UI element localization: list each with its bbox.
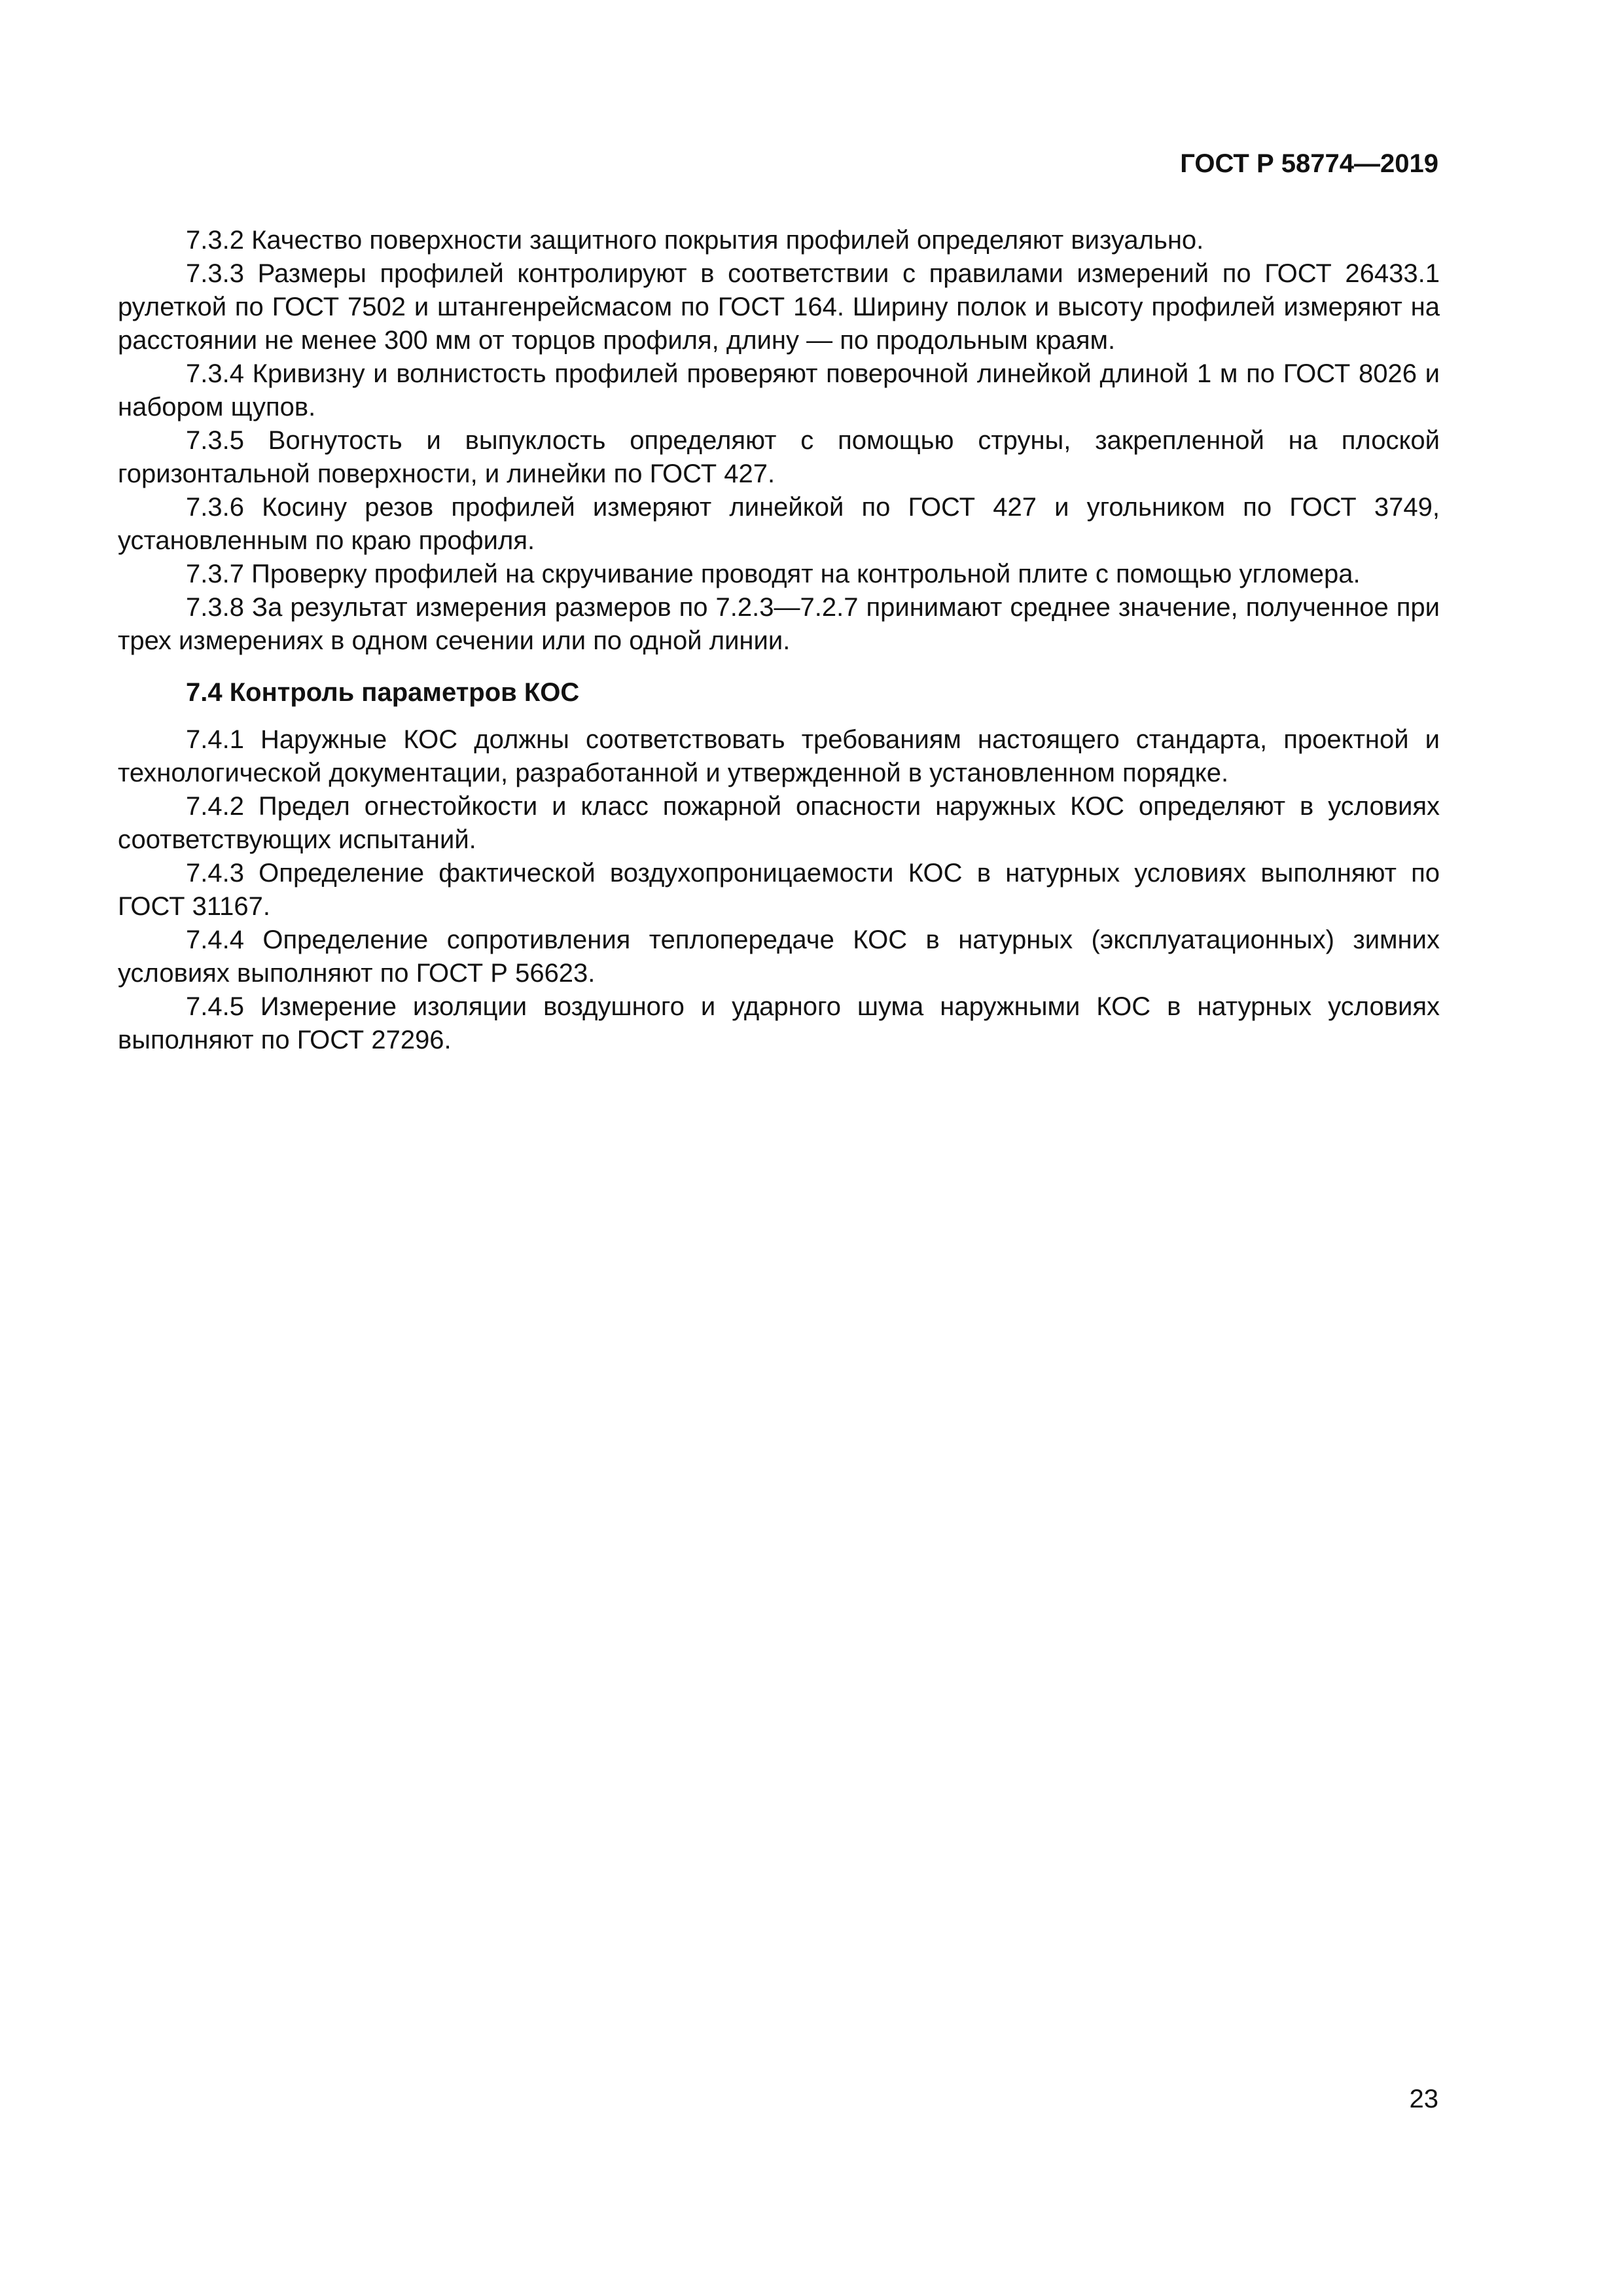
paragraph-7-3-4: 7.3.4 Кривизну и волнистость профилей проверяют поверочной линейкой длиной 1 м по ГОСТ 8026 и набором щупов. bbox=[118, 359, 1440, 422]
paragraph-7-3-7: 7.3.7 Проверку профилей на скручивание проводят на контрольной плите с помощью угломера. bbox=[186, 560, 1361, 588]
paragraph-7-4-1: 7.4.1 Наружные КОС должны соответствовать требованиям настоящего стандарта, проектной и технологической документации, разработанной и утвержденной в установленном порядке. bbox=[118, 725, 1440, 787]
paragraph-7-3-6: 7.3.6 Косину резов профилей измеряют линейкой по ГОСТ 427 и угольником по ГОСТ 3749, установленным по краю профиля. bbox=[118, 493, 1440, 555]
section-heading-7-4: 7.4 Контроль параметров КОС bbox=[186, 678, 580, 707]
paragraph-7-4-3: 7.4.3 Определение фактической воздухопроницаемости КОС в натурных условиях выполняют по ГОСТ 31167. bbox=[118, 859, 1440, 921]
paragraph-7-4-4: 7.4.4 Определение сопротивления теплопередаче КОС в натурных (эксплуатационных) зимних условиях выполняют по ГОСТ Р 56623. bbox=[118, 925, 1440, 988]
document-code-header: ГОСТ Р 58774—2019 bbox=[1180, 149, 1438, 178]
paragraph-7-4-2: 7.4.2 Предел огнестойкости и класс пожарной опасности наружных КОС определяют в условиях соответствующих испытаний. bbox=[118, 792, 1440, 854]
paragraph-7-4-5: 7.4.5 Измерение изоляции воздушного и ударного шума наружными КОС в натурных условиях выполняют по ГОСТ 27296. bbox=[118, 992, 1440, 1054]
paragraph-7-3-2: 7.3.2 Качество поверхности защитного покрытия профилей определяют визуально. bbox=[186, 226, 1204, 255]
document-body bbox=[118, 224, 1440, 1057]
paragraph-7-3-3: 7.3.3 Размеры профилей контролируют в соответствии с правилами измерений по ГОСТ 26433.1 рулеткой по ГОСТ 7502 и штангенрейсмасом по ГОСТ 164. Ширину полок и высоту профилей измеряют на расстоянии не менее 300 мм от торцов профиля, длину — по продольным краям. bbox=[118, 259, 1440, 355]
paragraph-7-3-5: 7.3.5 Вогнутость и выпуклость определяют с помощью струны, закрепленной на плоской горизонтальной поверхности, и линейки по ГОСТ 427. bbox=[118, 426, 1440, 488]
page-number: 23 bbox=[1409, 2085, 1438, 2113]
paragraph-7-3-8: 7.3.8 За результат измерения размеров по 7.2.3—7.2.7 принимают среднее значение, полученное при трех измерениях в одном сечении или по одной линии. bbox=[118, 593, 1440, 655]
